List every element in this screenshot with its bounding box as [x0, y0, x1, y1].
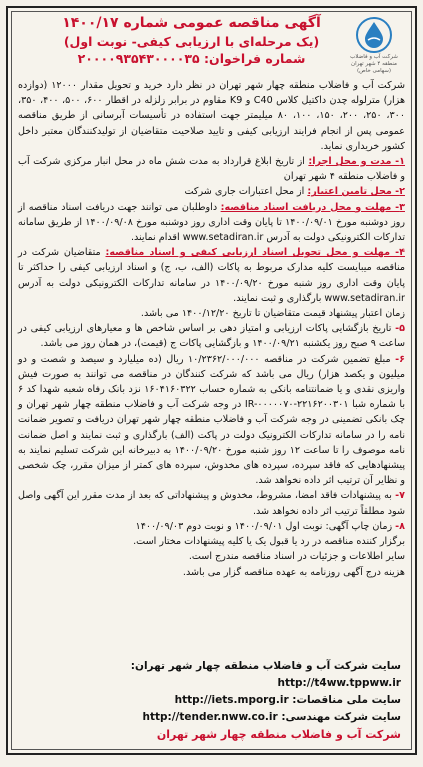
- section-1: [18, 154, 405, 184]
- section-7: [18, 488, 405, 518]
- notice-border: [11, 11, 412, 750]
- call-number: شماره فراخوان: ۲۰۰۰۰۹۳۵۴۳۰۰۰۰۳۵: [77, 51, 306, 66]
- section-3-text: داوطلبان می توانند جهت دریافت اسناد مناقصه از روز دوشنبه مورخ ۱۴۰۰/۰۹/۰۱ تا پایان وقت اداری روز دوشنبه مورخ ۱۴۰۰/۰۹/۰۸ از طریق سامانه تدارکات الکترونیکی دولت به آدرس www.setadiran.ir اقدام نمایند.: [18, 201, 405, 244]
- section-4: [18, 245, 405, 306]
- section-1-label: ۱- مدت و محل اجرا:: [308, 156, 406, 168]
- validity-note: [18, 306, 405, 321]
- section-2: [18, 184, 405, 199]
- tender-notice: [6, 6, 417, 755]
- section-6-label: ۶-: [395, 353, 405, 365]
- section-1-text: از تاریخ ابلاغ قرارداد به مدت شش ماه در محل انبار مرکزی شرکت آب و فاضلاب منطقه ۴ شهر تهران: [18, 156, 405, 183]
- site-row-company: [22, 658, 401, 692]
- section-4-text: متقاضیان شرکت در مناقصه میبایست کلیه مدارک مربوط به پاکات (الف، ب، ج) و اسناد ارزیابی کیفی را حداکثر تا پایان وقت اداری روز شنبه مورخ ۱۴۰۰/۰۹/۲۰ در سامانه تدارکات الکترونیکی دولت به آدرس www.setadiran.ir بارگذاری و ثبت نمایند.: [18, 247, 405, 304]
- site-label-national: سایت ملی مناقصات:: [292, 694, 401, 706]
- section-2-label: ۲- محل تامین اعتبار:: [307, 186, 405, 198]
- notice-body: [18, 78, 405, 580]
- footer-company-name: شرکت آب و فاضلاب منطقه چهار شهر تهران: [156, 728, 401, 741]
- section-8-label: ۸-: [395, 520, 405, 532]
- site-link-national[interactable]: http://iets.mporg.ir: [174, 694, 289, 706]
- closing-line-2: سایر اطلاعات و جزئیات در اسناد مناقصه مندرج است.: [188, 551, 405, 563]
- section-4-label: ۴- مهلت و محل تحویل اسناد ارزیابی کیفی و اسناد مناقصه:: [105, 247, 405, 259]
- section-3: [18, 200, 405, 246]
- water-drop-logo-icon: [354, 16, 394, 54]
- site-label-engineering: سایت شرکت مهندسی:: [281, 711, 401, 723]
- section-8-text: زمان چاپ آگهی: نوبت اول ۱۴۰۰/۰۹/۰۱ و نوبت دوم ۱۴۰۰/۰۹/۰۳: [135, 520, 396, 532]
- websites-block: [22, 658, 401, 743]
- section-5: [18, 321, 405, 351]
- intro-paragraph: شرکت آب و فاضلاب منطقه چهار شهر تهران در نظر دارد خرید و تحویل مقدار ۱۲۰۰۰ (دوازده هزار) مترلوله چدن داکتیل کلاس C40 و K9 مقاوم در برابر زلزله در اقطار ۶۰۰، ۵۰۰، ۴۰۰، ۳۵۰، ۳۰۰، ۲۵۰، ۲۰۰، ۱۵۰، ۱۰۰، ۸۰ میلیمتر جهت استفاده در تأسیسات آبرسانی از طریق مناقصه عمومی پس از انجام فرایند ارزیابی کیفی و تایید صلاحیت متقاضیان از تولیدکنندگان معتبر داخل کشور خریداری نماید.: [18, 80, 405, 152]
- section-6: [18, 352, 405, 489]
- section-8: [18, 519, 405, 534]
- section-6-text: مبلغ تضمین شرکت در مناقصه ۱۰/۲۳۶۲/۰۰۰/۰۰۰ ریال (ده میلیارد و سیصد و شصت و دو میلیون و یکصد هزار) ریال می باشد که شرکت کنندگان در مناقصه می توانند به صورت فیش واریزی نقدی و یا ضمانتنامه بانکی به شماره حساب ۱۶۰۴۱۶۰۳۲۲ نزد بانک رفاه شعبه شهدا کد ۶ با شماره شبا IR-۰۰۰۰۰۷۰-۲۲۱۶۲۰۰۳۰۱ در وجه شرکت آب و فاضلاب منطقه چهار شهر تهران و چک بانکی تضمینی در وجه شرکت آب و فاضلاب منطقه چهار شهر تهران دریافت و تصویر ضمانت نامه را در سامانه تدارکات الکترونیک دولت در پاکت (الف) بارگذاری و ثبت نمایند و اصل ضمانت نامه موصوف را تا ساعت ۱۲ روز شنبه مورخ ۱۴۰۰/۰۹/۲۰ به دبیرخانه این شرکت تسلیم نمایند به پیشنهادهایی که فاقد سپرده، سپرده های مخدوش، سپرده های کمتر از میزان مقرر، چک شخصی و نظایر آن ترتیب اثر داده نخواهد شد.: [18, 353, 406, 487]
- section-2-text: از محل اعتبارات جاری شرکت: [184, 186, 308, 198]
- site-link-engineering[interactable]: http://tender.nww.co.ir: [142, 711, 278, 723]
- notice-subtitle: (یک مرحله‌ای با ارزیابی کیفی- نوبت اول): [63, 34, 320, 49]
- notice-header: [12, 12, 411, 76]
- section-5-text: تاریخ بازگشایی پاکات ارزیابی و امتیاز دهی بر اساس شاخص ها و معیارهای ارزیابی کیفی در ساعت ۹ صبح روز یکشنبه ۱۴۰۰/۰۹/۲۱ و بازگشایی پاکات ج (قیمت)، در همان روز می باشد.: [18, 323, 405, 350]
- site-row-engineering: [22, 709, 401, 726]
- notice-titles: [42, 14, 341, 67]
- site-row-national: [22, 692, 401, 709]
- validity-text: زمان اعتبار پیشنهاد قیمت متقاضیان تا تاریخ ۱۴۰۰/۱۲/۲۰ می باشد.: [140, 308, 405, 320]
- company-logo: [343, 16, 405, 75]
- site-link-company[interactable]: http://t4ww.tppww.ir: [277, 677, 401, 689]
- closing-line-1: برگزار کننده مناقصه در رد یا قبول یک یا کلیه پیشنهادات مختار است.: [133, 536, 405, 548]
- logo-text: شرکت آب و فاضلاب منطقه ۴ شهر تهران (سهامی خاص): [350, 54, 398, 74]
- section-5-label: ۵-: [395, 323, 405, 335]
- section-7-label: ۷-: [395, 490, 405, 502]
- section-7-text: به پیشنهادات فاقد امضا، مشروط، مخدوش و پیشنهاداتی که بعد از مدت مقرر این آگهی واصل شود مطلقاً ترتیب اثر داده نخواهد شد.: [18, 490, 405, 517]
- closing-line-3: هزینه درج آگهی روزنامه به عهده مناقصه گزار می باشد.: [182, 566, 405, 578]
- site-label-company: سایت شرکت آب و فاضلاب منطقه چهار شهر تهران:: [130, 660, 401, 672]
- notice-title: آگهی مناقصه عمومی شماره ۱۴۰۰/۱۷: [62, 15, 321, 31]
- section-3-label: ۳- مهلت و محل دریافت اسناد مناقصه:: [220, 201, 405, 213]
